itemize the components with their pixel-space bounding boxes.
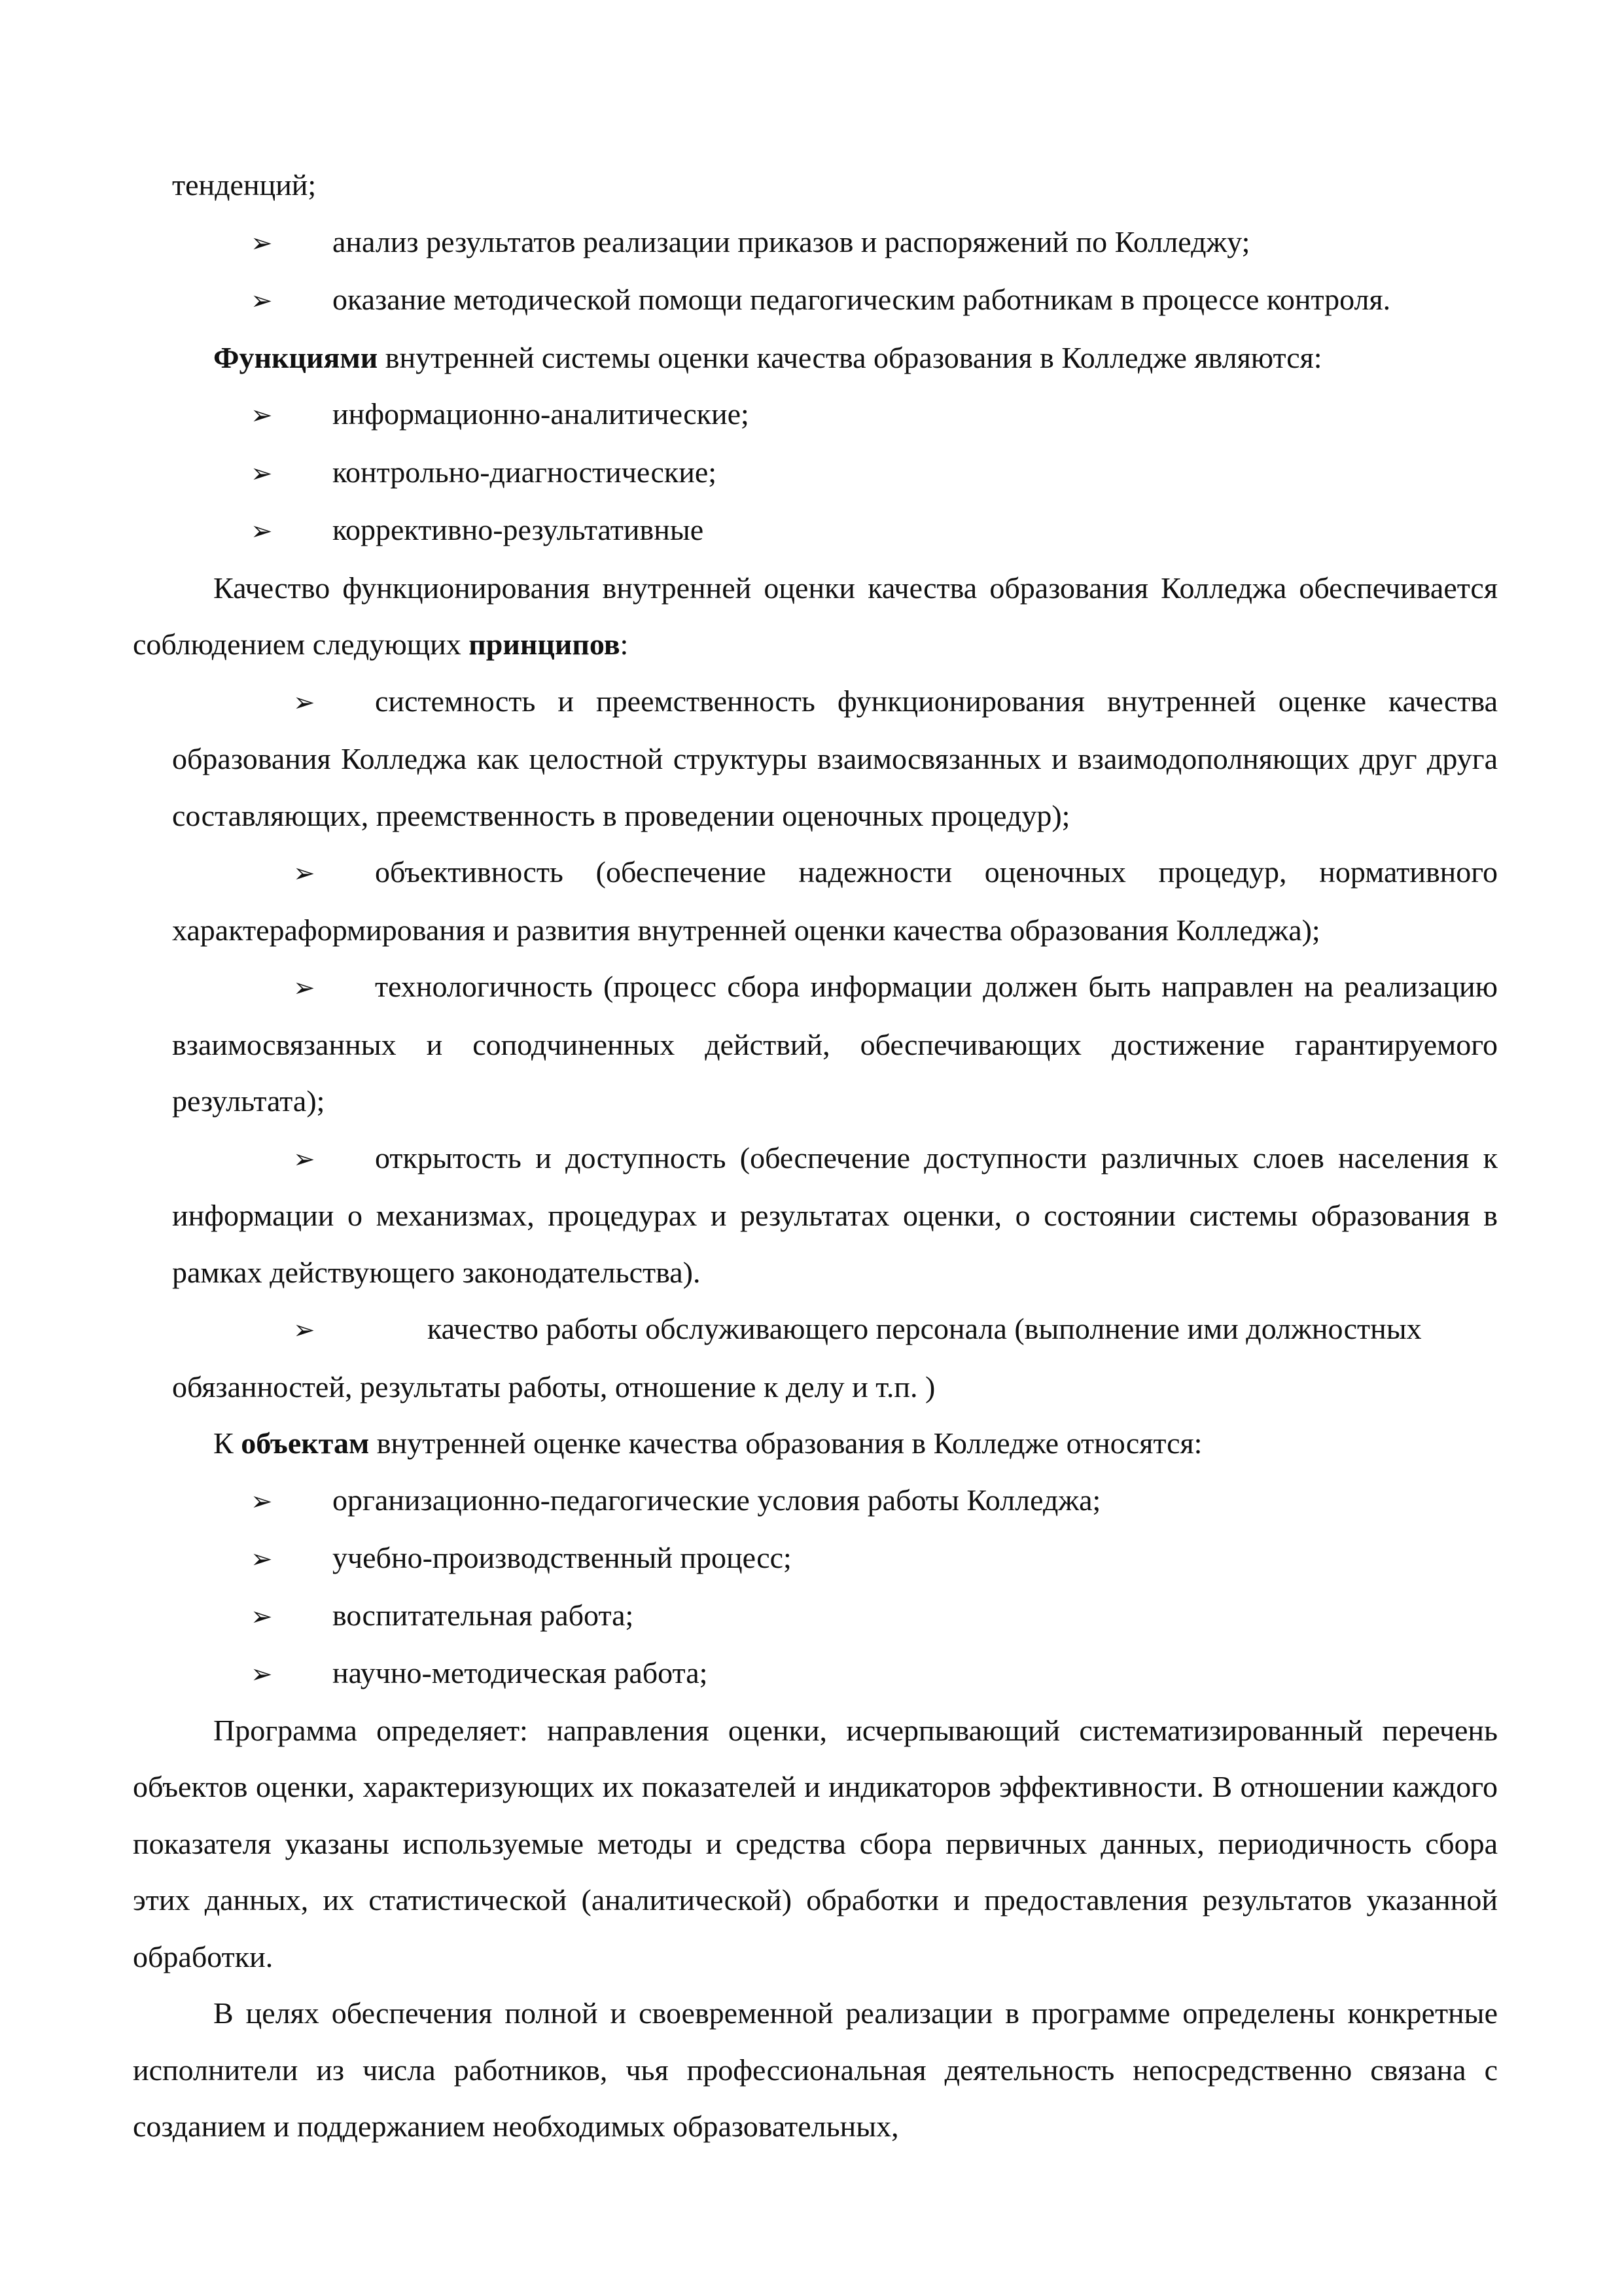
- bullet-arrow-icon: ➢: [251, 516, 273, 546]
- list-item: [133, 1301, 1498, 1415]
- list-item: [133, 1587, 1498, 1645]
- list-item-text: контрольно-диагностические;: [332, 455, 717, 489]
- paragraph-text: К: [213, 1426, 241, 1460]
- list-item: [133, 214, 1498, 272]
- paragraph-program: [133, 1703, 1498, 1986]
- list-item: [133, 1472, 1498, 1530]
- list-item: [133, 959, 1498, 1130]
- line-text: тенденций;: [172, 168, 317, 202]
- bullet-arrow-icon: ➢: [251, 1659, 273, 1689]
- paragraph-principles: [133, 560, 1498, 673]
- bullet-arrow-icon: ➢: [251, 1601, 273, 1632]
- bullet-arrow-icon: ➢: [251, 228, 273, 258]
- list-item-text: объективность (обеспечение надежности оценочных процедур, нормативного характераформирования и развития внутренней оценки качества образования Колледжа);: [172, 855, 1498, 947]
- list-item: [133, 272, 1498, 330]
- list-item-text: оказание методической помощи педагогическим работникам в процессе контроля.: [332, 283, 1391, 316]
- list-item-text: организационно-педагогические условия работы Колледжа;: [332, 1483, 1101, 1517]
- bullet-arrow-icon: ➢: [251, 1486, 273, 1517]
- list-item: [133, 1130, 1498, 1301]
- paragraph-text: внутренней системы оценки качества образования в Колледже являются:: [378, 340, 1322, 374]
- paragraph-text: Качество функционирования внутренней оценки качества образования Колледжа обеспечивается соблюдением следующих: [133, 571, 1498, 661]
- bold-term: принципов: [468, 627, 620, 661]
- list-item: [133, 386, 1498, 444]
- bullet-arrow-icon: ➢: [251, 400, 273, 431]
- paragraph-objects: [133, 1415, 1498, 1472]
- bullet-arrow-icon: ➢: [293, 687, 315, 718]
- bullet-arrow-icon: ➢: [251, 458, 273, 489]
- bullet-arrow-icon: ➢: [251, 286, 273, 316]
- paragraph-text: внутренней оценке качества образования в Колледже относятся:: [369, 1426, 1203, 1460]
- list-item: [133, 673, 1498, 845]
- list-item-text: системность и преемственность функционирования внутренней оценке качества образования Колледжа как целостной структуры взаимосвязанных и взаимодополняющих друг друга составляющих, преемственность в проведении оценочных процедур);: [172, 684, 1498, 832]
- list-item: [133, 1645, 1498, 1703]
- paragraph-text: :: [620, 627, 629, 661]
- bold-term: объектам: [241, 1426, 370, 1460]
- bullet-arrow-icon: ➢: [293, 1315, 315, 1345]
- list-item: [133, 444, 1498, 503]
- list-item-text: учебно-производственный процесс;: [332, 1540, 792, 1574]
- list-item-text: открытость и доступность (обеспечение доступности различных слоев населения к информации о механизмах, процедурах и результатах оценки, о состоянии системы образования в рамках действующего законодательства).: [172, 1140, 1498, 1289]
- list-item: [133, 502, 1498, 560]
- bold-term: Функциями: [213, 340, 378, 374]
- list-item-text: информационно-аналитические;: [332, 397, 749, 431]
- list-item-text: качество работы обслуживающего персонала (выполнение ими должностных обязанностей, результаты работы, отношение к делу и т.п. ): [172, 1312, 1422, 1404]
- paragraph-text: В целях обеспечения полной и своевременной реализации в программе определены конкретные исполнители из числа работников, чья профессиональная деятельность непосредственно связана с созданием и поддержанием необходимых образовательных,: [133, 1996, 1498, 2143]
- document-body: [133, 157, 1498, 2155]
- list-item-text: технологичность (процесс сбора информации должен быть направлен на реализацию взаимосвязанных и соподчиненных действий, обеспечивающих достижение гарантируемого результата);: [172, 970, 1498, 1118]
- bullet-arrow-icon: ➢: [293, 973, 315, 1003]
- list-item: [133, 844, 1498, 959]
- continued-line: [133, 157, 1498, 214]
- list-item-text: научно-методическая работа;: [332, 1655, 708, 1689]
- list-item-text: анализ результатов реализации приказов и распоряжений по Колледжу;: [332, 224, 1250, 258]
- bullet-arrow-icon: ➢: [293, 858, 315, 889]
- paragraph-functions: [133, 330, 1498, 387]
- list-item: [133, 1530, 1498, 1587]
- bullet-arrow-icon: ➢: [251, 1544, 273, 1574]
- paragraph-text: Программа определяет: направления оценки, исчерпывающий систематизированный перечень объектов оценки, характеризующих их показателей и индикаторов эффективности. В отношении каждого показателя указаны используемые методы и средства сбора первичных данных, периодичность сбора этих данных, их статистической (аналитической) обработки и предоставления результатов указанной обработки.: [133, 1713, 1498, 1973]
- list-item-text: коррективно-результативные: [332, 513, 704, 546]
- list-item-text: воспитательная работа;: [332, 1598, 634, 1632]
- bullet-arrow-icon: ➢: [293, 1144, 315, 1174]
- paragraph-goals: [133, 1985, 1498, 2155]
